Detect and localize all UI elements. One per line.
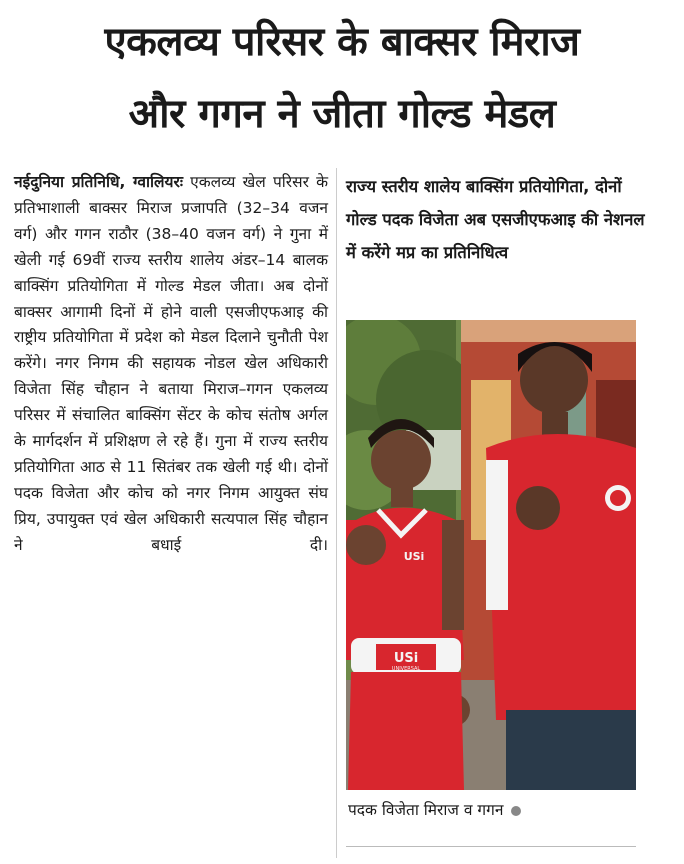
dateline: नईदुनिया प्रतिनिधि, ग्वालियरः [14, 173, 184, 191]
article-column [14, 170, 328, 860]
caption-bullet [511, 806, 521, 816]
column-divider [336, 168, 337, 858]
article-body [14, 170, 328, 559]
jersey-logo: USi [403, 550, 425, 563]
boxers-photo [346, 320, 636, 790]
deck-column [346, 170, 646, 269]
belt-sub: UNIVERSAL [391, 666, 421, 672]
belt-logo: USi [393, 651, 419, 666]
headline-line-1: एकलव्य परिसर के बाक्सर मिराज [104, 19, 580, 65]
article-text: एकलव्य खेल परिसर के प्रतिभाशाली बाक्सर मिराज प्रजापति (32–34 वजन वर्ग) और गगन राठौर (38–40 वजन वर्ग) ने गुना में खेली गई 69वीं राज्य स्तरीय शालेय अंडर–14 बालक बाक्सिंग प्रतियोगिता में गोल्ड मेडल जीता। अब दोनों बाक्सर आगामी दिनों में होने वाली एसजीएफआइ की राष्ट्रीय प्रतियोगिता में प्रदेश को मेडल दिलाने चुनौती पेश करेंगे। नगर निगम की सहायक नोडल खेल अधिकारी विजेता सिंह चौहान ने बताया मिराज–गगन एकलव्य परिसर में संचालित बाक्सिंग सेंटर के कोच संतोष अर्गल के मार्गदर्शन में प्रशिक्षण ले रहे हैं। गुना में राज्य स्तरीय प्रतियोगिता आठ से 11 सितंबर तक खेली गई थी। दोनों पदक विजेता और कोच को नगर निगम आयुक्त संघ प्रिय, उपायुक्त एवं खेल अधिकारी सत्यपाल सिंह चौहान ने बधाई दी। [14, 173, 328, 554]
headline [0, 0, 684, 160]
caption-rule [346, 846, 636, 847]
deck-subheadline: राज्य स्तरीय शालेय बाक्सिंग प्रतियोगिता, दोनों गोल्ड पदक विजेता अब एसजीएफआइ की नेशनल में करेंगे मप्र का प्रतिनिधित्व [346, 177, 645, 262]
caption-text: पदक विजेता मिराज व गगन [348, 801, 504, 819]
photo-caption [348, 798, 521, 822]
headline-line-2: और गगन ने जीता गोल्ड मेडल [128, 91, 556, 137]
